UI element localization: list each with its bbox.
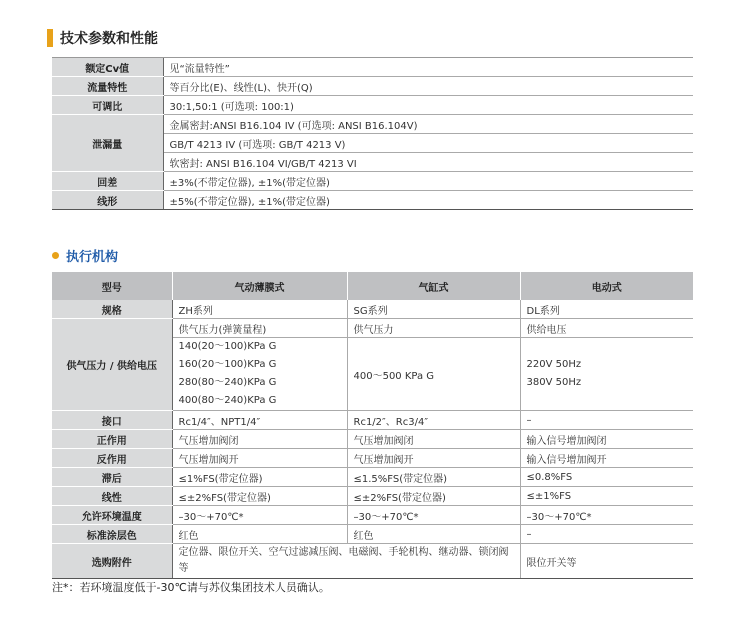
supply-line: 400(80～240)KPa G [178,395,277,406]
header-pneumatic: 气动薄膜式 [172,272,347,300]
footnote: 注*：若环境温度低于-30℃请与苏仪集团技术人员确认。 [52,581,330,594]
section1-heading [47,28,158,48]
cell: ≤1%FS(带定位器) [172,468,347,487]
cell: SG系列 [347,300,520,319]
cell: 输入信号增加阀开 [520,449,693,468]
actuator-table [52,272,693,579]
supply-line: 160(20～100)KPa G [178,359,277,370]
table-row [52,96,693,115]
cell: – [520,411,693,430]
row-label: 线形 [52,191,163,210]
cell: 红色 [172,525,347,544]
cell: 气压增加阀闭 [347,430,520,449]
bullet-dot-icon [52,252,59,259]
table-row [52,525,693,544]
cell: 供气压力 [347,319,520,338]
supply-line: 220V 50Hz [526,359,582,370]
table-row [52,77,693,96]
row-value: 等百分比(E)、线性(L)、快开(Q) [163,77,693,96]
table-row [52,411,693,430]
cell: 限位开关等 [520,544,693,579]
cell: 定位器、限位开关、空气过滤减压阀、电磁阀、手轮机构、继动器、锁闭阀等 [172,544,520,579]
table-row [52,319,693,338]
row-label: 额定Cv值 [52,58,163,77]
cell: Rc1/4″、NPT1/4″ [172,411,347,430]
row-label: 反作用 [52,449,172,468]
row-label: 供气压力 / 供给电压 [52,319,172,411]
header-electric: 电动式 [520,272,693,300]
row-value: 见“流量特性” [163,58,693,77]
cell [172,338,347,411]
row-value: 软密封: ANSI B16.104 VI/GB/T 4213 VI [163,153,693,172]
section2-title: 执行机构 [66,250,119,265]
row-label: 滞后 [52,468,172,487]
table-row [52,506,693,525]
table-row [52,487,693,506]
cell: 红色 [347,525,520,544]
row-label: 回差 [52,172,163,191]
row-label: 泄漏量 [52,115,163,172]
table-row [52,58,693,77]
accent-bar-icon [47,29,53,47]
row-label: 规格 [52,300,172,319]
cell: –30～+70℃* [172,506,347,525]
row-value: GB/T 4213 IV (可选项: GB/T 4213 V) [163,134,693,153]
table-row [52,300,693,319]
row-value: 30:1,50:1 (可选项: 100:1) [163,96,693,115]
section2-heading [52,246,118,265]
row-label: 接口 [52,411,172,430]
cell: ZH系列 [172,300,347,319]
row-value: ±5%(不带定位器), ±1%(带定位器) [163,191,693,210]
cell: 气压增加阀开 [347,449,520,468]
cell: –30～+70℃* [520,506,693,525]
row-value: ±3%(不带定位器), ±1%(带定位器) [163,172,693,191]
cell: 供气压力(弹簧量程) [172,319,347,338]
cell: 输入信号增加阀闭 [520,430,693,449]
table-row [52,430,693,449]
row-label: 允许环境温度 [52,506,172,525]
cell: ≤±2%FS(带定位器) [172,487,347,506]
header-model: 型号 [52,272,172,300]
supply-line: 140(20～100)KPa G [178,341,277,352]
cell: DL系列 [520,300,693,319]
cell: –30～+70℃* [347,506,520,525]
cell: ≤±2%FS(带定位器) [347,487,520,506]
table-header-row [52,272,693,300]
table-row [52,449,693,468]
supply-line: 380V 50Hz [526,377,582,388]
table-row [52,115,693,134]
tech-params-table [52,58,693,210]
cell: 400～500 KPa G [347,338,520,411]
row-value: 金属密封:ANSI B16.104 IV (可选项: ANSI B16.104V) [163,115,693,134]
table-row [52,468,693,487]
cell: Rc1/2″、Rc3/4″ [347,411,520,430]
row-label: 正作用 [52,430,172,449]
section1-title: 技术参数和性能 [60,31,158,47]
cell [520,338,693,411]
header-cylinder: 气缸式 [347,272,520,300]
row-label: 线性 [52,487,172,506]
cell: 气压增加阀闭 [172,430,347,449]
cell: 气压增加阀开 [172,449,347,468]
table-row [52,544,693,579]
cell: ≤±1%FS [520,487,693,506]
row-label: 可调比 [52,96,163,115]
cell: ≤1.5%FS(带定位器) [347,468,520,487]
supply-line: 280(80～240)KPa G [178,377,277,388]
row-label: 选购附件 [52,544,172,579]
table-row [52,172,693,191]
row-label: 流量特性 [52,77,163,96]
cell: ≤0.8%FS [520,468,693,487]
row-label: 标准涂层色 [52,525,172,544]
table-row [52,191,693,210]
cell: 供给电压 [520,319,693,338]
cell: – [520,525,693,544]
